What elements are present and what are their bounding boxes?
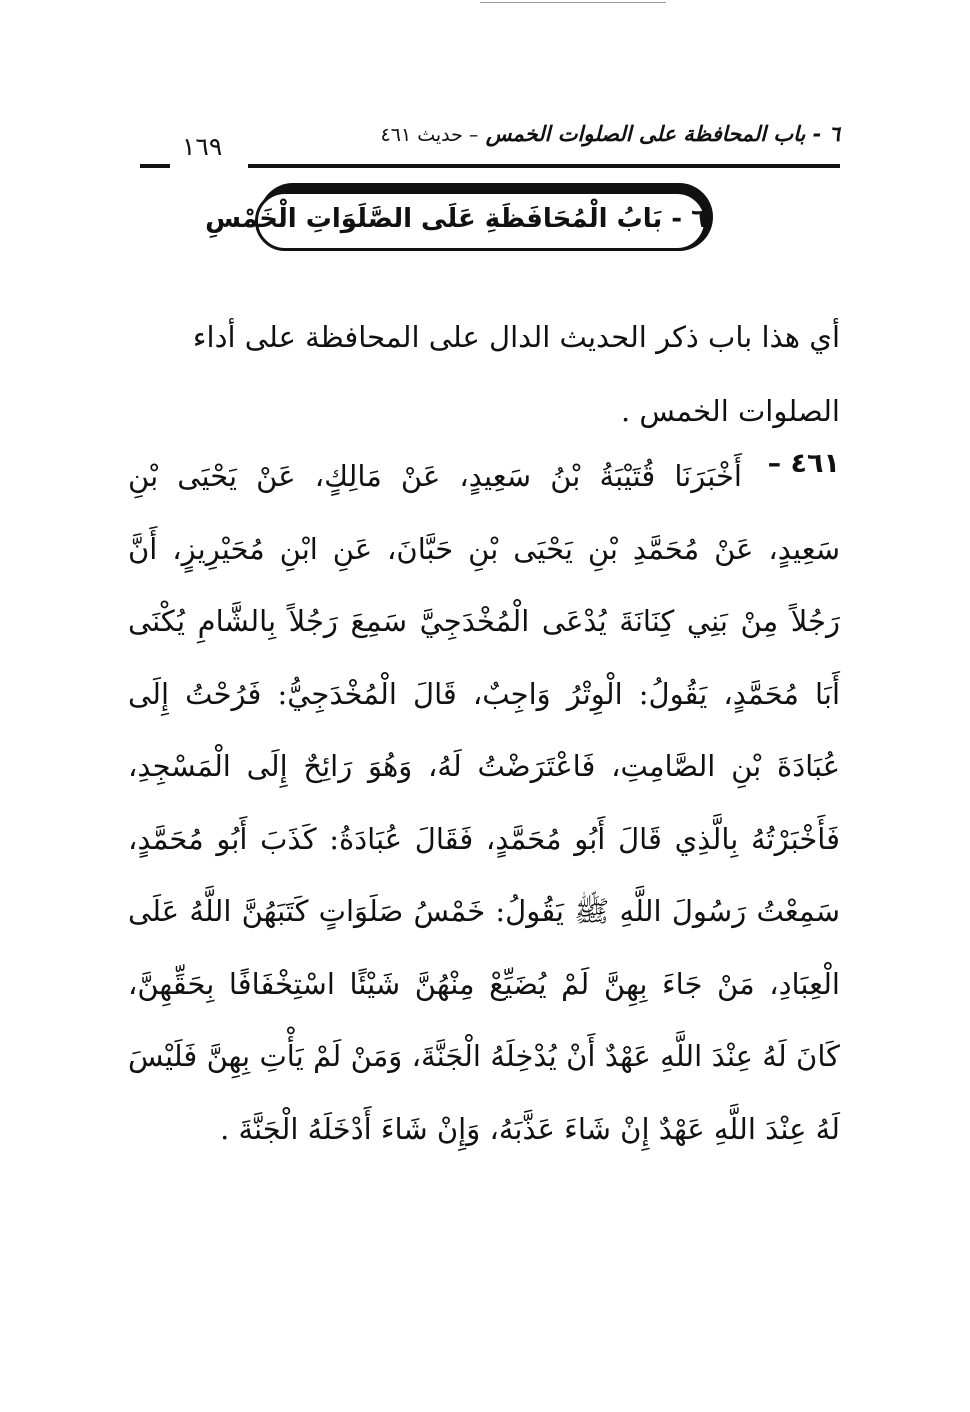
page-header <box>140 118 840 174</box>
page-number: ١٦٩ <box>182 132 223 161</box>
intro-paragraph: أي هذا باب ذكر الحديث الدال على المحافظة على أداء الصلوات الخمس . <box>192 320 840 428</box>
running-hadith-ref: – حديث ٤٦١ <box>380 124 479 146</box>
hadith-number: ٤٦١ – <box>767 448 840 479</box>
running-title: ٦ - باب المحافظة على الصلوات الخمس <box>485 122 840 146</box>
hadith-text: أَخْبَرَنَا قُتَيْبَةُ بْنُ سَعِيدٍ، عَنْ مَالِكٍ، عَنْ يَحْيَى بْنِ سَعِيدٍ، عَنْ مُحَمَّدِ بْنِ يَحْيَى بْنِ حَبَّانَ، عَنِ ابْنِ مُحَيْرِيزٍ، أَنَّ رَجُلاً مِنْ بَنِي كِنَانَةَ يُدْعَى الْمُخْدَجِيَّ سَمِعَ رَجُلاً بِالشَّامِ يُكْنَى أَبَا مُحَمَّدٍ، يَقُولُ: الْوِتْرُ وَاجِبٌ، قَالَ الْمُخْدَجِيُّ: فَرُحْتُ إِلَى عُبَادَةَ بْنِ الصَّامِتِ، فَاعْتَرَضْتُ لَهُ، وَهُوَ رَائِحٌ إِلَى الْمَسْجِدِ، فَأَخْبَرْتُهُ بِالَّذِي قَالَ أَبُو مُحَمَّدٍ، فَقَالَ عُبَادَةُ: كَذَبَ أَبُو مُحَمَّدٍ، سَمِعْتُ رَسُولَ اللَّهِ ﷺ يَقُولُ: خَمْسُ صَلَوَاتٍ كَتَبَهُنَّ اللَّهُ عَلَى الْعِبَادِ، مَنْ جَاءَ بِهِنَّ لَمْ يُضَيِّعْ مِنْهُنَّ شَيْئًا اسْتِخْفَافًا بِحَقِّهِنَّ، كَانَ لَهُ عِنْدَ اللَّهِ عَهْدٌ أَنْ يُدْخِلَهُ الْجَنَّةَ، وَمَنْ لَمْ يَأْتِ بِهِنَّ فَلَيْسَ لَهُ عِنْدَ اللَّهِ عَهْدٌ إِنْ شَاءَ عَذَّبَهُ، وَإِنْ شَاءَ أَدْخَلَهُ الْجَنَّةَ . <box>128 459 840 1146</box>
chapter-title: ٦ - بَابُ الْمُحَافَظَةِ عَلَى الصَّلَوَاتِ الْخَمْسِ <box>205 204 707 234</box>
header-rule <box>248 164 840 168</box>
hadith-block <box>128 440 840 1165</box>
chapter-title-frame <box>205 183 713 259</box>
scan-edge-line <box>480 2 666 3</box>
running-head <box>381 122 840 146</box>
header-dash <box>140 164 170 168</box>
